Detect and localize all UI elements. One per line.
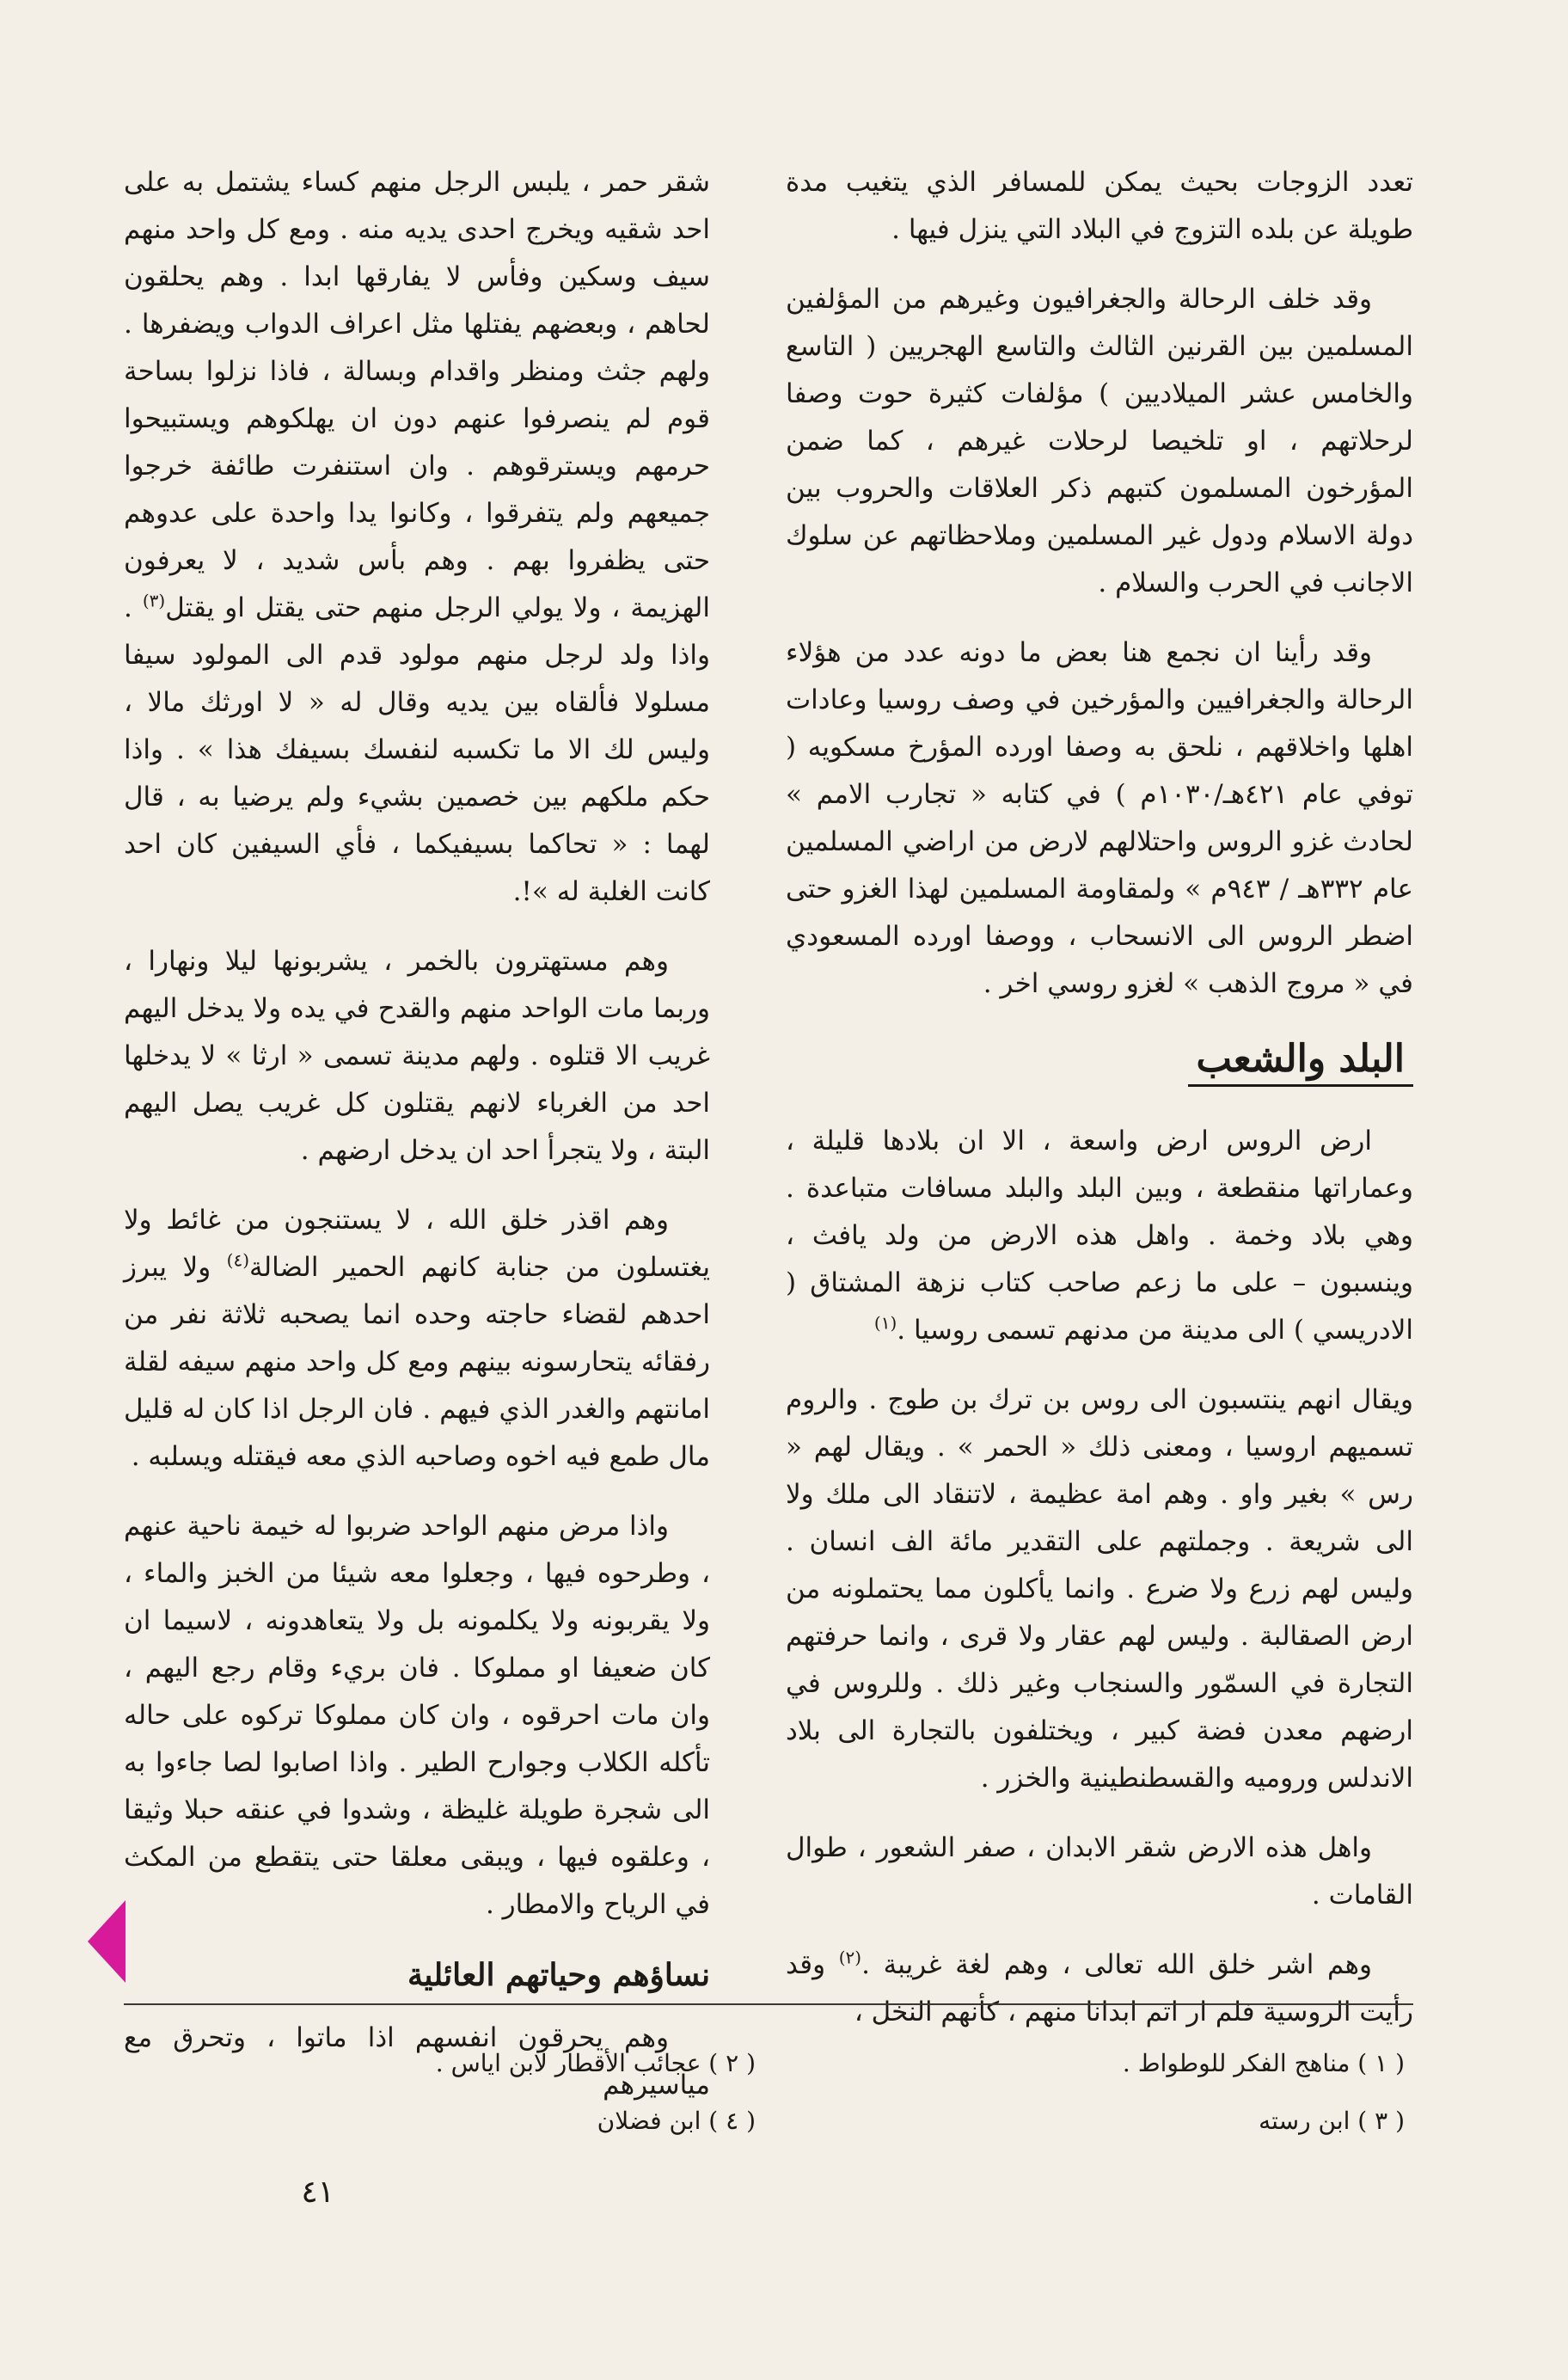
left-column <box>124 159 710 2132</box>
footnote: ( ٢ ) عجائب الأقطار لابن اياس . <box>435 2049 756 2077</box>
right-column <box>786 159 1413 2058</box>
paragraph: وقد رأينا ان نجمع هنا بعض ما دونه عدد من هؤلاء الرحالة والجغرافيين والمؤرخين في وصف روسيا وعادات اهلها واخلاقهم ، نلحق به وصفا اورده المؤرخ مسكويه ( توفي عام ٤٢١هـ/١٠٣٠م ) في كتابه « تجارب الامم » لحادث غزو الروس واحتلالهم لارض من اراضي المسلمين عام ٣٣٢هـ / ٩٤٣م » ولمقاومة المسلمين لهذا الغزو حتى اضطر الروس الى الانسحاب ، ووصفا اورده المسعودي في « مروج الذهب » لغزو روسي اخر . <box>786 637 1413 999</box>
paragraph: وهم يحرقون انفسهم اذا ماتوا ، وتحرق مع مياسيرهم <box>124 2022 710 2101</box>
footnote-ref: (١) <box>873 1312 897 1334</box>
page-marker-icon <box>88 1900 126 1983</box>
section-heading: نساؤهم وحياتهم العائلية <box>407 1957 710 1993</box>
paragraph: وهم مستهترون بالخمر ، يشربونها ليلا ونهارا ، وربما مات الواحد منهم والقدح في يده ولا يدخل اليهم غريب الا قتلوه . ولهم مدينة تسمى « ارثا » لا يدخلها احد من الغرباء لانهم يقتلون كل غريب يصل اليهم البتة ، ولا يتجرأ احد ان يدخل ارضهم . <box>124 946 710 1166</box>
footnote: ( ٣ ) ابن رسته <box>1259 2107 1405 2135</box>
page-number: ٤١ <box>301 2175 334 2210</box>
paragraph: ارض الروس ارض واسعة ، الا ان بلادها قليلة ، وعماراتها منقطعة ، وبين البلد والبلد مسافات متباعدة . وهي بلاد وخمة . واهل هذه الارض من ولد يافث ، وينسبون – على ما زعم صاحب كتاب نزهة المشتاق ( الادريسي ) الى مدينة من مدنهم تسمى روسيا .$^{(١)}$ <box>786 1126 1413 1346</box>
paragraph: ويقال انهم ينتسبون الى روس بن ترك بن طوج . والروم تسميهم اروسيا ، ومعنى ذلك « الحمر » . ويقال لهم « رس » بغير واو . وهم امة عظيمة ، لاتنقاد الى ملك ولا الى شريعة . وجملتهم على التقدير مائة الف انسان . وليس لهم زرع ولا ضرع . وانما يأكلون مما يحتملونه من ارض الصقالبة . وليس لهم عقار ولا قرى ، وانما حرفتهم التجارة في السمّور والسنجاب وغير ذلك . وللروس في ارضهم معدن فضة كبير ، ويختلفون بالتجارة الى بلاد الاندلس وروميه والقسطنطينية والخزر . <box>786 1384 1413 1794</box>
footnote-divider <box>124 2003 1413 2005</box>
section-heading: البلد والشعب <box>786 1034 1413 1085</box>
paragraph: شقر حمر ، يلبس الرجل منهم كساء يشتمل به على احد شقيه ويخرج احدى يديه منه . ومع كل واحد منهم سيف وسكين وفأس لا يفارقها ابدا . وهم يحلقون لحاهم ، وبعضهم يفتلها مثل اعراف الدواب ويضفرها . ولهم جثث ومنظر واقدام وبسالة ، فاذا نزلوا بساحة قوم لم ينصرفوا عنهم دون ان يهلكوهم ويستبيحوا حرمهم ويسترقوهم . وان استنفرت طائفة خرجوا جميعهم ولم يتفرقوا ، وكانوا يدا واحدة على عدوهم حتى يظفروا بهم . وهم بأس شديد ، لا يعرفون الهزيمة ، ولا يولي الرجل منهم حتى يقتل او يقتل$^{(٣)}$ . واذا ولد لرجل منهم مولود قدم الى المولود سيفا مسلولا فألقاه بين يديه وقال له « لا اورثك مالا ، وليس لك الا ما تكسبه لنفسك بسيفك هذا » . واذا حكم ملكهم بين خصمين بشيء ولم يرضيا به ، قال لهما : « تحاكما بسيفيكما ، فأي السيفين كان احد كانت الغلبة له »!. <box>124 167 710 907</box>
footnote-ref: (٣) <box>142 590 166 611</box>
footnote-ref: (٢) <box>838 1947 862 1968</box>
paragraph: تعدد الزوجات بحيث يمكن للمسافر الذي يتغيب مدة طويلة عن بلده التزوج في البلاد التي ينزل فيها . <box>786 167 1413 245</box>
footnote-ref: (٤) <box>226 1249 249 1271</box>
footnote: ( ٤ ) ابن فضلان <box>597 2107 756 2135</box>
footnote: ( ١ ) مناهج الفكر للوطواط . <box>1122 2049 1405 2077</box>
paragraph: وهم اشر خلق الله تعالى ، وهم لغة غريبة .$^{(٢)}$ وقد رأيت الروسية فلم ار اتم ابدانا منهم ، كأنهم النخل ، <box>786 1947 1413 2027</box>
paragraph: وقد خلف الرحالة والجغرافيون وغيرهم من المؤلفين المسلمين بين القرنين الثالث والتاسع الهجريين ( التاسع والخامس عشر الميلاديين ) مؤلفات كثيرة حوت وصفا لرحلاتهم ، او تلخيصا لرحلات غيرهم ، كما ضمن المؤرخون المسلمون كتبهم ذكر العلاقات والحروب بين دولة الاسلام ودول غير المسلمين وملاحظاتهم عن سلوك الاجانب في الحرب والسلام . <box>786 284 1413 598</box>
paragraph: وهم اقذر خلق الله ، لا يستنجون من غائط ولا يغتسلون من جنابة كانهم الحمير الضالة$^{(٤)}$ ولا يبرز احدهم لقضاء حاجته وحده انما يصحبه ثلاثة نفر من رفقائه يتحارسونه بينهم ومع كل واحد منهم سيفه لقلة امانتهم والغدر الذي فيهم . فان الرجل اذا كان له قليل مال طمع فيه اخوه وصاحبه الذي معه فيقتله ويسلبه . <box>124 1205 710 1472</box>
paragraph: واذا مرض منهم الواحد ضربوا له خيمة ناحية عنهم ، وطرحوه فيها ، وجعلوا معه شيئا من الخبز والماء ، ولا يقربونه ولا يكلمونه بل ولا يتعاهدونه ، لاسيما ان كان ضعيفا او مملوكا . فان بريء وقام رجع اليهم ، وان مات احرقوه ، وان كان مملوكا تركوه على حاله تأكله الكلاب وجوارح الطير . واذا اصابوا لصا جاءوا به الى شجرة طويلة غليظة ، وشدوا في عنقه حبلا وثيقا ، وعلقوه فيها ، ويبقى معلقا حتى يتقطع من المكث في الرياح والامطار . <box>124 1511 710 1920</box>
paragraph: واهل هذه الارض شقر الابدان ، صفر الشعور ، طوال القامات . <box>786 1832 1413 1911</box>
